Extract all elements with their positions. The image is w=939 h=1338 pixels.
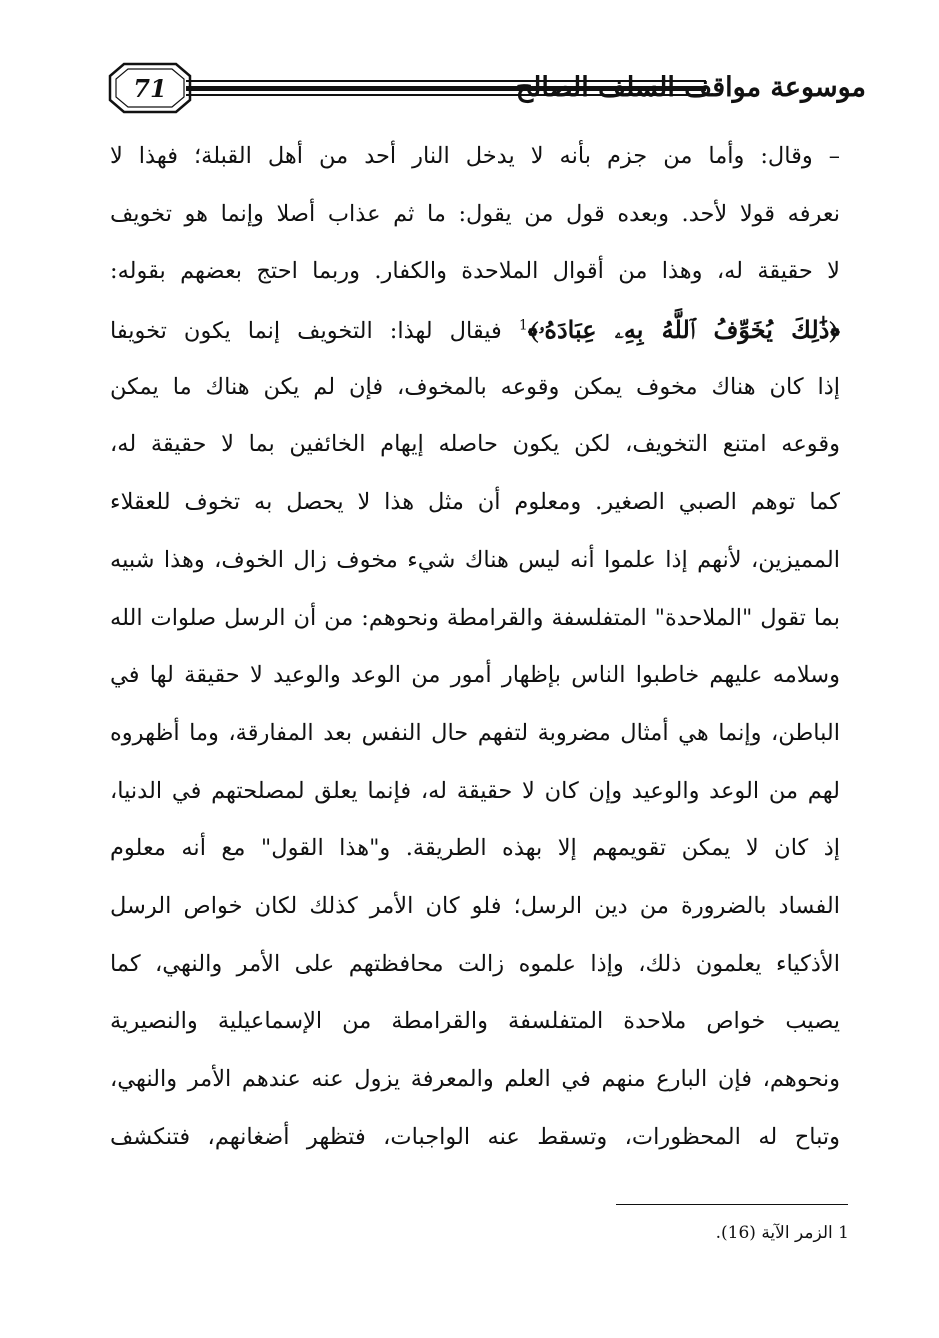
- text-line: المميزين، لأنهم إذا علموا أنه ليس هناك شيء مخوف زال الخوف، وهذا شبيه: [110, 546, 840, 573]
- text-line: بما تقول "الملاحدة" المتفلسفة والقرامطة ونحوهم: من أن الرسل صلوات الله: [110, 604, 840, 631]
- text-line: الفساد بالضرورة من دين الرسل؛ فلو كان الأمر كذلك لكان خواص الرسل: [110, 892, 840, 919]
- text-line: لهم من الوعد والوعيد وإن كان لا حقيقة له، فإنما يعلق لمصلحتهم في الدنيا،: [110, 777, 840, 804]
- text-line: يصيب خواص ملاحدة المتفلسفة والقرامطة من الإسماعيلية والنصيرية: [110, 1008, 840, 1035]
- text-line: ونحوهم، فإن البارع منهم في العلم والمعرفة يزول عنه عندهم الأمر والنهي،: [110, 1066, 840, 1092]
- text-line: وتباح له المحظورات، وتسقط عنه الواجبات، فتظهر أضغانهم، فتنكشف: [110, 1123, 840, 1150]
- footnote-reference: 1: [518, 317, 528, 334]
- quran-verse: ﴿ذَٰلِكَ يُخَوِّفُ ٱللَّهُ بِهِۦ عِبَادَهُۥ﴾: [527, 315, 840, 345]
- footnote-number: 1: [838, 1223, 849, 1243]
- text-line: نعرفه قولا لأحد. وبعده قول من يقول: ما ثم عذاب أصلا وإنما هو تخويف: [110, 200, 840, 227]
- verse-line: [110, 301, 840, 359]
- running-title: موسوعة مواقف السلف الصالح: [515, 72, 866, 103]
- text-line: وسلامه عليهم خاطبوا الناس بإظهار أمور من الوعد والوعيد لا حقيقة لها في: [110, 662, 840, 689]
- page-number: 71: [133, 73, 167, 103]
- text-line: الباطن، وإنما هي أمثال مضروبة لتفهم حال النفس بعد المفارقة، وما أظهروه: [110, 719, 840, 746]
- text-line: الأذكياء يعلمون ذلك، وإذا علموه زالت محافظتهم على الأمر والنهي، كما: [110, 950, 840, 977]
- footnote-text: الزمر الآية (16).: [715, 1223, 833, 1243]
- verse-line-rest: فيقال لهذا: التخويف إنما يكون تخويفا: [110, 318, 502, 345]
- footnote: [449, 1220, 849, 1246]
- text-line: إذ كان لا يمكن تقويمهم إلا بهذه الطريقة. و"هذا القول" مع أنه معلوم: [110, 835, 840, 862]
- body-text: [110, 128, 840, 1166]
- footnote-separator: [616, 1204, 848, 1205]
- text-line: إذا كان هناك مخوف يمكن وقوعه بالمخوف، فإن لم يكن هناك ما يمكن: [110, 373, 840, 400]
- page-number-badge: [108, 62, 192, 114]
- page-header: [108, 62, 866, 118]
- text-line: – وقال: وأما من جزم بأنه لا يدخل النار أحد من أهل القبلة؛ فهذا لا: [110, 143, 840, 169]
- text-line: وقوعه امتنع التخويف، لكن يكون حاصله إيهام الخائفين بما لا حقيقة له،: [110, 431, 840, 458]
- text-line: لا حقيقة له، وهذا من أقوال الملاحدة والكفار. وربما احتج بعضهم بقوله:: [110, 258, 840, 285]
- text-line: كما توهم الصبي الصغير. ومعلوم أن مثل هذا لا يحصل به تخوف للعقلاء: [110, 489, 840, 516]
